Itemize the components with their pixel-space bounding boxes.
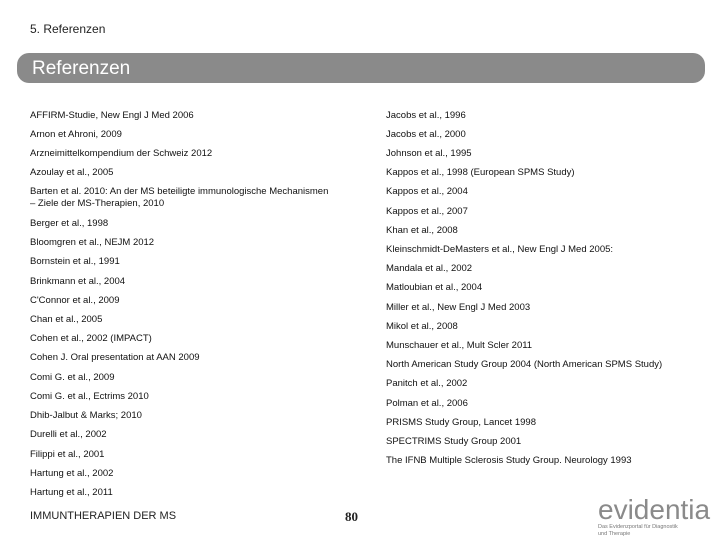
reference-item: Azoulay et al., 2005 (30, 167, 114, 178)
reference-item: Comi G. et al., 2009 (30, 372, 115, 383)
reference-item: Hartung et al., 2002 (30, 468, 114, 479)
reference-item: Matloubian et al., 2004 (386, 282, 483, 293)
reference-item: The IFNB Multiple Sclerosis Study Group. Neurology 1993 (386, 455, 632, 466)
reference-item: Kleinschmidt-DeMasters et al., New Engl J Med 2005: (386, 244, 614, 255)
reference-item: Miller et al., New Engl J Med 2003 (386, 302, 531, 313)
reference-item: Durelli et al., 2002 (30, 429, 107, 440)
title-banner (17, 53, 705, 83)
reference-item: SPECTRIMS Study Group 2001 (386, 436, 522, 447)
reference-item: Brinkmann et al., 2004 (30, 276, 126, 287)
reference-item: Dhib-Jalbut & Marks; 2010 (30, 410, 142, 421)
reference-item: Kappos et al., 2004 (386, 186, 468, 197)
page-title: Referenzen (32, 58, 131, 79)
reference-item: Bornstein et al., 1991 (30, 256, 120, 267)
logo-tagline-secondary: und Therapie (598, 531, 631, 537)
reference-item: North American Study Group 2004 (North American SPMS Study) (386, 359, 663, 370)
footer-course-title: IMMUNTHERAPIEN DER MS (30, 510, 177, 522)
logo-tagline: Das Evidenzportal für Diagnostik (598, 524, 678, 530)
reference-item: Jacobs et al., 1996 (386, 110, 466, 121)
reference-item: Mandala et al., 2002 (386, 263, 473, 274)
reference-item: PRISMS Study Group, Lancet 1998 (386, 417, 536, 428)
reference-item: Polman et al., 2006 (386, 398, 468, 409)
reference-item: Bloomgren et al., NEJM 2012 (30, 237, 155, 248)
reference-item: Jacobs et al., 2000 (386, 129, 466, 140)
reference-item: Khan et al., 2008 (386, 225, 458, 236)
evidentia-logo (598, 494, 711, 537)
reference-item: Mikol et al., 2008 (386, 321, 458, 332)
reference-item: Panitch et al., 2002 (386, 378, 468, 389)
page-number: 80 (345, 509, 358, 524)
reference-item: Hartung et al., 2011 (30, 487, 113, 498)
reference-item: C'Connor et al., 2009 (30, 295, 120, 306)
reference-item: Johnson et al., 1995 (386, 148, 472, 159)
reference-item: Munschauer et al., Mult Scler 2011 (386, 340, 533, 351)
reference-item: Cohen et al., 2002 (IMPACT) (30, 333, 152, 344)
reference-item: Kappos et al., 1998 (European SPMS Study) (386, 167, 575, 178)
reference-item: Comi G. et al., Ectrims 2010 (30, 391, 149, 402)
reference-item: Arzneimittelkompendium der Schweiz 2012 (30, 148, 213, 159)
section-label: 5. Referenzen (30, 22, 106, 36)
reference-item: Cohen J. Oral presentation at AAN 2009 (30, 352, 200, 363)
reference-item: Berger et al., 1998 (30, 218, 109, 229)
reference-item: AFFIRM-Studie, New Engl J Med 2006 (30, 110, 194, 121)
reference-item: Filippi et al., 2001 (30, 449, 105, 460)
reference-item: Barten et al. 2010: An der MS beteiligte immunologische Mechanismen – Ziele der MS-Therapien, 2010 (30, 186, 329, 209)
reference-item: Kappos et al., 2007 (386, 206, 468, 217)
reference-item: Arnon et Ahroni, 2009 (30, 129, 122, 140)
reference-item: Chan et al., 2005 (30, 314, 103, 325)
logo-wordmark: evidentia (598, 494, 711, 525)
